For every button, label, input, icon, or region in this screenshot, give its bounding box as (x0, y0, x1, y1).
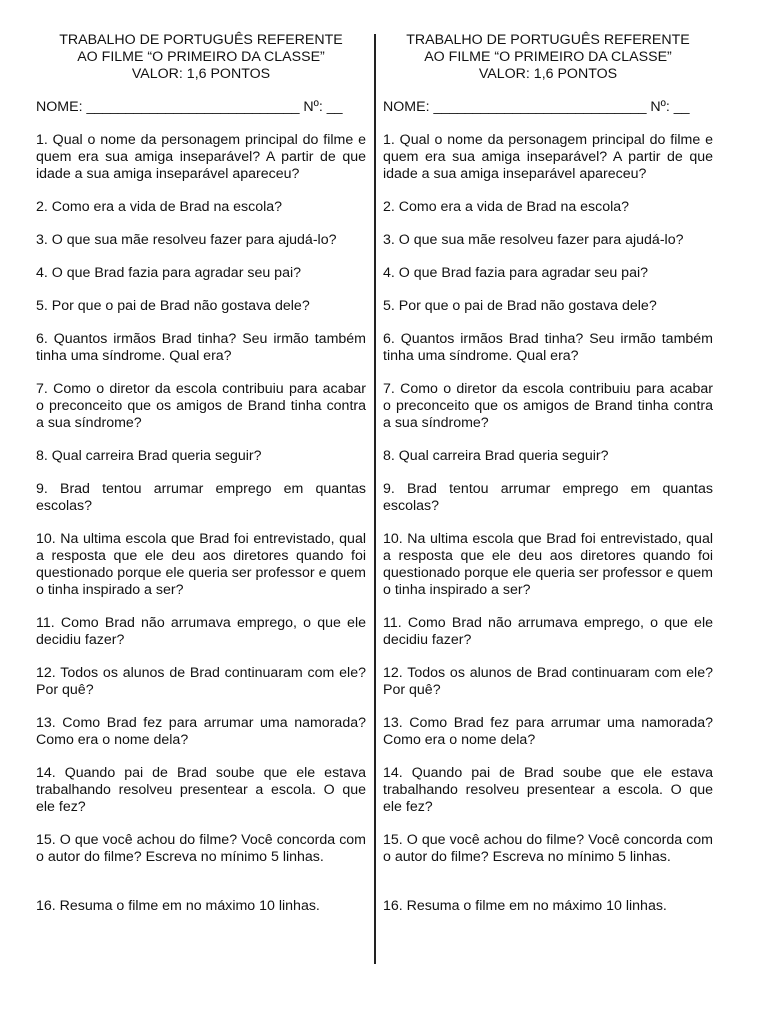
question-7: 7. Como o diretor da escola contribuiu para acabar o preconceito que os amigos de Brand tinha contra a sua síndrome? (36, 381, 366, 431)
name-field: NOME: ___________________________ Nº: __ (36, 99, 343, 115)
question-8: 8. Qual carreira Brad queria seguir? (383, 448, 609, 464)
question-5: 5. Por que o pai de Brad não gostava dele? (36, 298, 310, 314)
question-10: 10. Na ultima escola que Brad foi entrevistado, qual a resposta que ele deu aos diretores quando foi questionado porque ele queria ser professor e quem o tinha inspirado a ser? (383, 531, 713, 598)
title-line-1: TRABALHO DE PORTUGUÊS REFERENTE (59, 32, 343, 48)
question-12: 12. Todos os alunos de Brad continuaram com ele? Por quê? (36, 665, 366, 698)
question-10: 10. Na ultima escola que Brad foi entrevistado, qual a resposta que ele deu aos diretores quando foi questionado porque ele queria ser professor e quem o tinha inspirado a ser? (36, 531, 366, 598)
question-6: 6. Quantos irmãos Brad tinha? Seu irmão também tinha uma síndrome. Qual era? (383, 331, 713, 364)
question-2: 2. Como era a vida de Brad na escola? (383, 199, 630, 215)
question-4: 4. O que Brad fazia para agradar seu pai? (36, 265, 302, 281)
name-field: NOME: ___________________________ Nº: __ (383, 99, 690, 115)
question-1: 1. Qual o nome da personagem principal do filme e quem era sua amiga inseparável? A partir de que idade a sua amiga inseparável apareceu? (36, 132, 366, 182)
question-11: 11. Como Brad não arrumava emprego, o que ele decidiu fazer? (383, 615, 713, 648)
worksheet-header (383, 32, 713, 83)
question-14: 14. Quando pai de Brad soube que ele estava trabalhando resolveu presentear a escola. O que ele fez? (383, 765, 713, 815)
question-3: 3. O que sua mãe resolveu fazer para ajudá-lo? (383, 232, 684, 248)
title-line-3: VALOR: 1,6 PONTOS (478, 66, 618, 82)
worksheet-column-left (36, 32, 366, 915)
question-9: 9. Brad tentou arrumar emprego em quantas escolas? (36, 481, 366, 514)
question-13: 13. Como Brad fez para arrumar uma namorada? Como era o nome dela? (36, 715, 366, 748)
title-line-2: AO FILME “O PRIMEIRO DA CLASSE” (424, 49, 672, 65)
worksheet-column-right (383, 32, 713, 915)
question-16: 16. Resuma o filme em no máximo 10 linhas. (36, 898, 320, 914)
worksheet-header (36, 32, 366, 83)
column-divider (374, 34, 376, 964)
question-4: 4. O que Brad fazia para agradar seu pai? (383, 265, 649, 281)
question-6: 6. Quantos irmãos Brad tinha? Seu irmão também tinha uma síndrome. Qual era? (36, 331, 366, 364)
title-line-1: TRABALHO DE PORTUGUÊS REFERENTE (406, 32, 690, 48)
question-13: 13. Como Brad fez para arrumar uma namorada? Como era o nome dela? (383, 715, 713, 748)
question-2: 2. Como era a vida de Brad na escola? (36, 199, 283, 215)
question-7: 7. Como o diretor da escola contribuiu para acabar o preconceito que os amigos de Brand tinha contra a sua síndrome? (383, 381, 713, 431)
question-5: 5. Por que o pai de Brad não gostava dele? (383, 298, 657, 314)
question-8: 8. Qual carreira Brad queria seguir? (36, 448, 262, 464)
question-1: 1. Qual o nome da personagem principal do filme e quem era sua amiga inseparável? A partir de que idade a sua amiga inseparável apareceu? (383, 132, 713, 182)
question-9: 9. Brad tentou arrumar emprego em quantas escolas? (383, 481, 713, 514)
question-16: 16. Resuma o filme em no máximo 10 linhas. (383, 898, 667, 914)
title-line-2: AO FILME “O PRIMEIRO DA CLASSE” (77, 49, 325, 65)
question-11: 11. Como Brad não arrumava emprego, o que ele decidiu fazer? (36, 615, 366, 648)
title-line-3: VALOR: 1,6 PONTOS (131, 66, 271, 82)
question-14: 14. Quando pai de Brad soube que ele estava trabalhando resolveu presentear a escola. O que ele fez? (36, 765, 366, 815)
question-15: 15. O que você achou do filme? Você concorda com o autor do filme? Escreva no mínimo 5 linhas. (36, 832, 366, 865)
question-3: 3. O que sua mãe resolveu fazer para ajudá-lo? (36, 232, 337, 248)
question-12: 12. Todos os alunos de Brad continuaram com ele? Por quê? (383, 665, 713, 698)
question-15: 15. O que você achou do filme? Você concorda com o autor do filme? Escreva no mínimo 5 linhas. (383, 832, 713, 865)
